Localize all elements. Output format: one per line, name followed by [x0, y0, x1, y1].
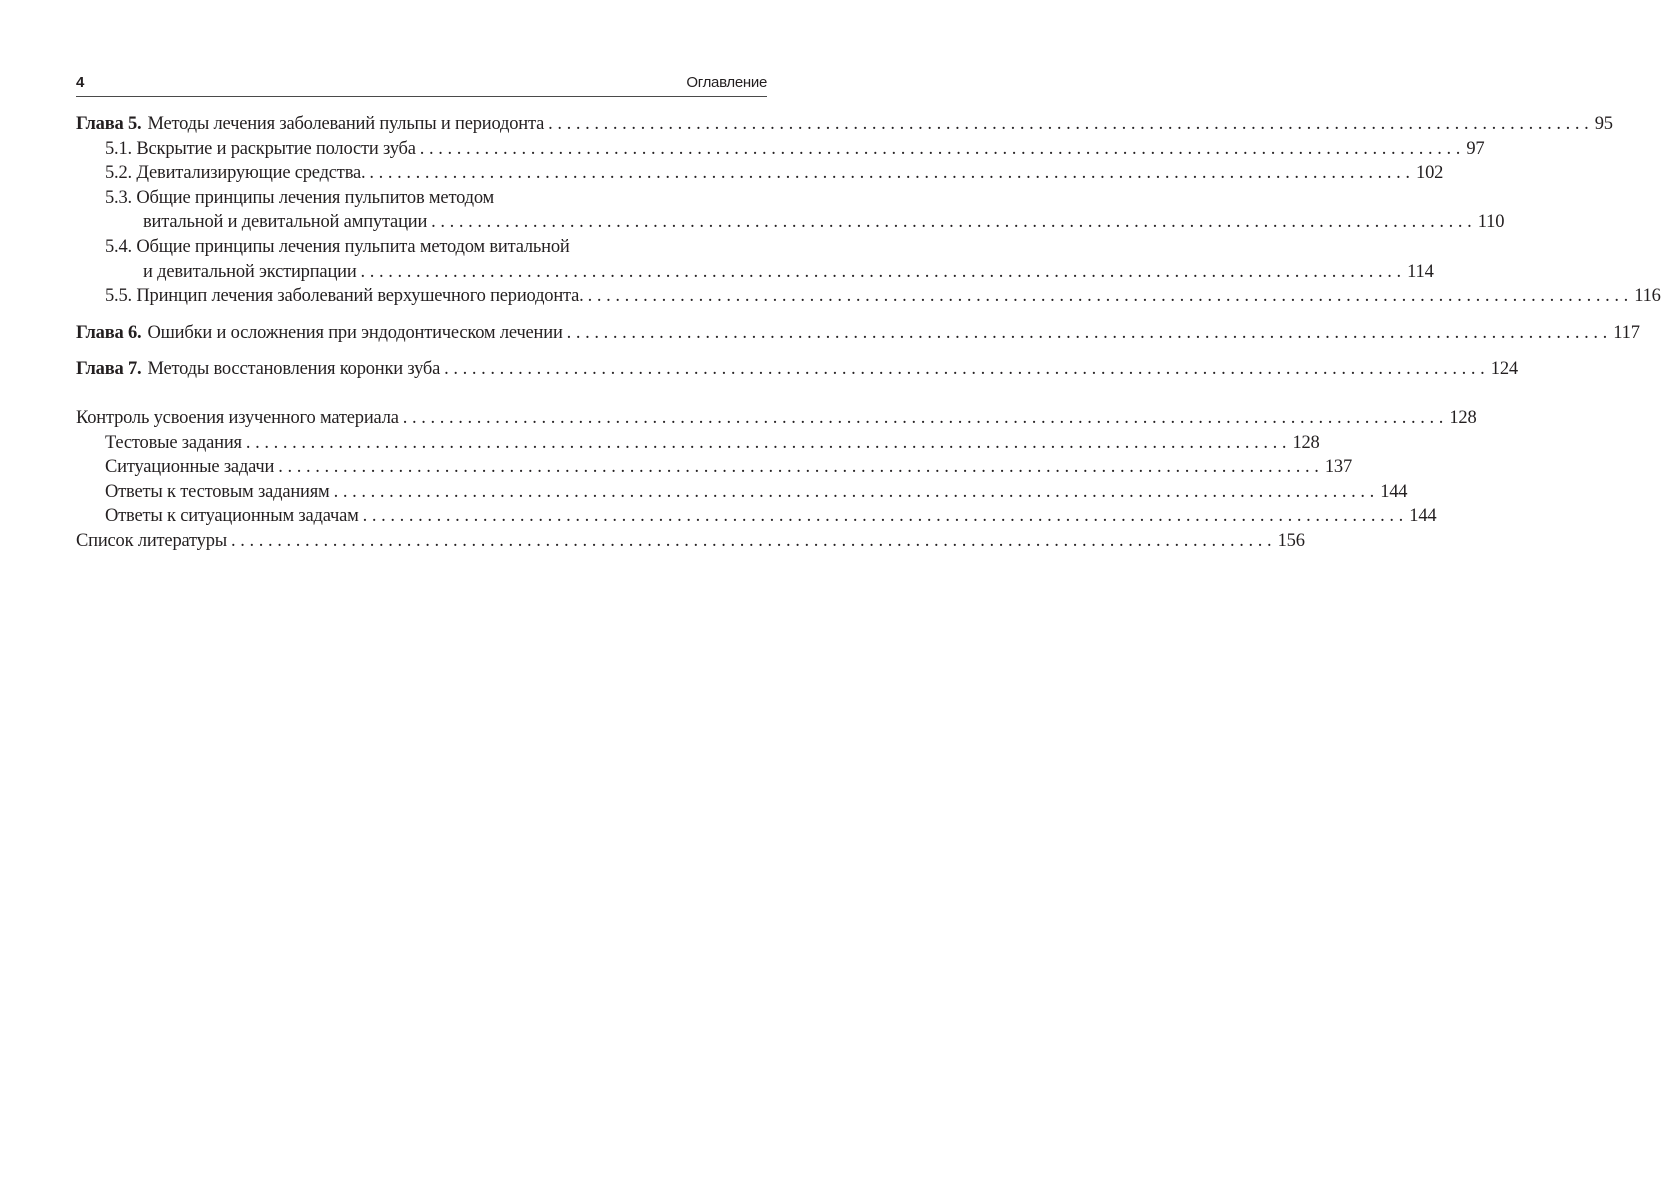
section-title: 5.3. Общие принципы лечения пульпитов методом: [105, 187, 495, 208]
section-title-continued: витальной и девитальной ампутации: [143, 212, 428, 233]
page-ref: 110: [1477, 212, 1505, 233]
page-ref: 114: [1407, 261, 1434, 282]
section-title: 5.1. Вскрытие и раскрытие полости зуба: [105, 138, 416, 159]
item-title: Ситуационные задачи: [105, 457, 275, 478]
page-ref: 128: [1449, 407, 1477, 428]
page-ref: 144: [1409, 506, 1437, 527]
toc-chapter-6[interactable]: [76, 321, 1640, 346]
toc-control-situational[interactable]: [76, 455, 1353, 480]
toc-chapter-5[interactable]: [76, 112, 1613, 137]
page-ref: 116: [1634, 286, 1661, 307]
dot-leader: [361, 260, 1402, 285]
dot-leader: [420, 137, 1461, 162]
section-title: 5.5. Принцип лечения заболеваний верхушечного периодонта.: [105, 286, 584, 307]
dot-leader: [231, 529, 1272, 554]
page-ref: 128: [1292, 432, 1320, 453]
toc-section-5-2[interactable]: [76, 161, 1444, 186]
page-ref: 95: [1594, 114, 1613, 134]
section-title: 5.4. Общие принципы лечения пульпита методом витальной: [105, 236, 570, 257]
bibliography-title: Список литературы: [76, 530, 227, 551]
page-ref: 144: [1380, 481, 1408, 502]
dot-leader: [548, 112, 1589, 137]
running-title: Оглавление: [686, 74, 767, 91]
dot-leader: [431, 210, 1472, 235]
toc-section-5-1[interactable]: [76, 137, 1485, 162]
item-title: Ответы к ситуационным задачам: [105, 506, 359, 527]
toc-control[interactable]: [76, 406, 1477, 431]
dot-leader: [403, 406, 1444, 431]
toc-control-test-answers[interactable]: [76, 480, 1408, 505]
toc-control-situational-answers[interactable]: [76, 504, 1437, 529]
page-header: [76, 72, 767, 97]
page-ref: 102: [1416, 163, 1444, 184]
table-of-contents: [76, 112, 1661, 554]
chapter-title: Методы лечения заболеваний пульпы и периодонта: [147, 114, 545, 134]
item-title: Тестовые задания: [105, 432, 242, 453]
dot-leader: [567, 321, 1608, 346]
toc-section-5-3[interactable]: [76, 186, 1505, 235]
dot-leader: [278, 455, 1319, 480]
chapter-prefix: Глава 6.: [76, 322, 142, 343]
toc-section-5-4[interactable]: [76, 235, 1434, 284]
page-ref: 124: [1490, 359, 1518, 380]
toc-section-5-5[interactable]: [76, 284, 1661, 309]
toc-chapter-7[interactable]: [76, 357, 1518, 382]
dot-leader: [444, 357, 1485, 382]
chapter-prefix: Глава 5.: [76, 114, 142, 134]
page-ref: 97: [1466, 138, 1485, 159]
page-ref: 117: [1613, 322, 1640, 343]
dot-leader: [246, 431, 1287, 456]
toc-control-tests[interactable]: [76, 431, 1320, 456]
control-title: Контроль усвоения изученного материала: [76, 407, 399, 428]
item-title: Ответы к тестовым заданиям: [105, 481, 330, 502]
toc-bibliography[interactable]: [76, 529, 1305, 554]
dot-leader: [588, 284, 1629, 309]
chapter-prefix: Глава 7.: [76, 359, 142, 380]
chapter-title: Ошибки и осложнения при эндодонтическом лечении: [147, 322, 563, 343]
page-number: 4: [76, 74, 85, 91]
section-title: 5.2. Девитализирующие средства.: [105, 163, 366, 184]
dot-leader: [369, 161, 1410, 186]
page-ref: 137: [1324, 457, 1353, 478]
dot-leader: [334, 480, 1375, 505]
section-title-continued: и девитальной экстирпации: [143, 261, 357, 282]
page-ref: 156: [1277, 530, 1305, 551]
chapter-title: Методы восстановления коронки зуба: [147, 359, 441, 380]
dot-leader: [363, 504, 1404, 529]
